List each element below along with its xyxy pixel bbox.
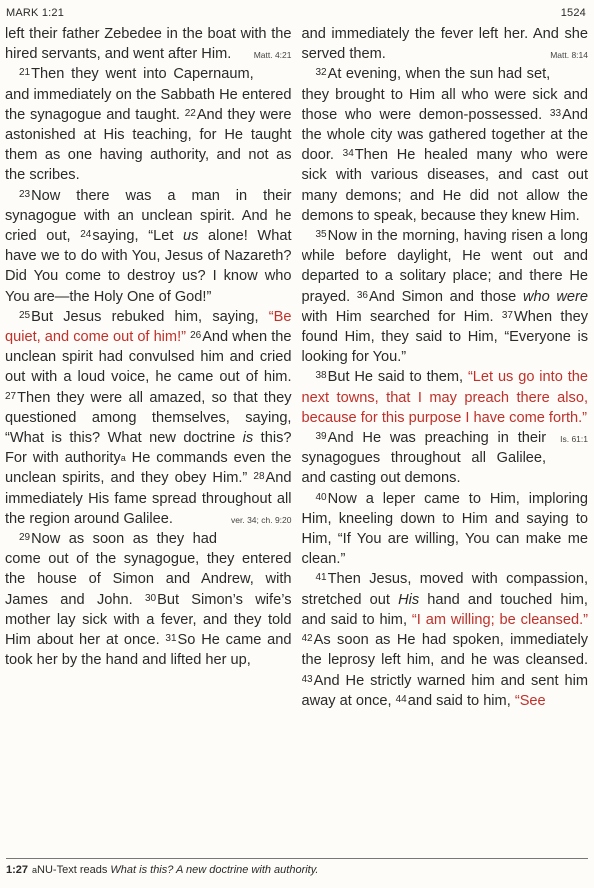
footnote-marker: a <box>32 865 38 875</box>
verse-number: 21 <box>19 67 31 79</box>
running-head <box>6 7 586 23</box>
verse-text: And they were astonished at His teaching, for He taught them as one having authority, and not as the scribes. <box>5 106 292 184</box>
paragraph <box>5 529 292 670</box>
verse-number: 26 <box>190 330 202 342</box>
verse-text: Then He healed many who were sick with various diseases, and cast out many demons; and He did not allow the demons to speak, because they knew Him. <box>301 147 588 224</box>
verse-number: 44 <box>395 693 407 705</box>
verse-number: 36 <box>356 289 368 301</box>
verse-text: left their father Zebedee in the boat with the hired servants, and went after Him. <box>5 26 292 63</box>
verse-text: But He said to them, <box>327 369 468 386</box>
verse-text: Now as soon as they had come out of the synagogue, they entered the house of Simon and Andrew, with James and John. <box>5 531 292 608</box>
verse-number: 33 <box>549 107 562 119</box>
footnote-reference: 1:27 <box>6 864 29 876</box>
verse-text: And the whole city was gathered together at the door. <box>301 106 588 164</box>
italic-word: is <box>242 430 254 447</box>
verse-text: saying, “Let <box>92 228 183 245</box>
verse-number: 41 <box>315 572 327 584</box>
verse-number: 25 <box>19 309 31 321</box>
verse-text: So He came and took her by the hand and lifted her up, <box>5 632 292 669</box>
italic-word: who were <box>522 288 588 305</box>
paragraph <box>302 489 589 570</box>
paragraph <box>5 186 292 307</box>
verse-text: And Simon and those <box>368 288 523 305</box>
words-of-christ: “See <box>514 692 546 709</box>
verse-text: And He was preaching in their synagogues throughout all Galilee, and casting out demons. <box>301 430 547 487</box>
verse-number: 28 <box>253 471 265 483</box>
verse-number: 37 <box>501 309 513 321</box>
verse-number: 42 <box>301 633 313 645</box>
footnote <box>6 862 588 878</box>
italic-word: His <box>398 591 420 608</box>
footnote-text: NU-Text reads <box>37 864 111 876</box>
right-column <box>302 24 589 858</box>
verse-text: But Jesus rebuked him, saying, <box>31 308 269 325</box>
words-of-christ: “I am willing; be cleansed.” <box>411 611 588 628</box>
paragraph <box>302 569 589 710</box>
paragraph <box>5 307 292 529</box>
verse-text: And when the unclean spirit had convulsed him and cried out with a loud voice, he came out of him. <box>5 329 292 386</box>
chapter-reference: MARK 1:21 <box>6 7 65 19</box>
verse-text: And He strictly warned him and sent him away at once, <box>301 672 588 709</box>
cross-reference: Matt. 8:14 <box>550 50 588 61</box>
verse-number: 30 <box>144 592 157 604</box>
footnote-divider <box>6 858 588 859</box>
text-columns <box>5 24 588 858</box>
verse-text: Now a leper came to Him, imploring Him, kneeling down to Him and saying to Him, “If You are willing, You can make me clean.” <box>301 490 588 568</box>
verse-text: and said to him, <box>407 692 515 709</box>
verse-text: At evening, when the sun had set, they brought to Him all who were sick and those who were demon-possessed. <box>301 66 588 123</box>
words-of-christ: “Let us go into the next towns, that I may preach there also, because for this purpose I have come forth.” <box>301 369 588 426</box>
paragraph <box>302 428 589 489</box>
verse-number: 38 <box>315 370 327 382</box>
paragraph <box>5 24 292 64</box>
verse-text: But Simon’s wife’s mother lay sick with a fever, and they told Him about her at once. <box>5 591 292 649</box>
verse-number: 29 <box>19 532 31 544</box>
page-number: 1524 <box>560 7 586 19</box>
paragraph <box>302 64 589 226</box>
verse-number: 39 <box>315 431 327 443</box>
verse-number: 43 <box>301 673 313 685</box>
verse-text: this? For with authority <box>5 430 292 467</box>
footnote-italic-text: What is this? A new doctrine with authority. <box>110 864 319 876</box>
cross-reference: Matt. 4:21 <box>253 50 292 61</box>
paragraph <box>302 226 589 367</box>
verse-text: And immediately His fame spread throughout all the region around Galilee. <box>5 470 292 527</box>
verse-text: Now there was a man in their synagogue with an unclean spirit. And he cried out, <box>5 187 292 245</box>
verse-text: Then they were all amazed, so that they questioned among themselves, saying, “What is this? What new doctrine <box>5 389 292 447</box>
verse-number: 24 <box>80 229 92 241</box>
verse-number: 34 <box>342 148 354 160</box>
verse-text: Then Jesus, moved with compassion, stretched out <box>301 571 588 608</box>
verse-text: When they found Him, they said to Him, “Everyone is looking for You.” <box>301 308 588 366</box>
verse-text: Now in the morning, having risen a long while before daylight, He went out and departed to a solitary place; and there He prayed. <box>301 228 588 305</box>
verse-number: 27 <box>5 390 17 402</box>
italic-word: us <box>183 228 199 245</box>
cross-reference: Is. 61:1 <box>560 434 588 445</box>
paragraph <box>302 24 589 64</box>
verse-number: 40 <box>315 491 327 503</box>
verse-text: with Him searched for Him. <box>301 308 502 325</box>
verse-text: hand and touched him, and said to him, <box>301 591 588 628</box>
footnote-marker[interactable]: a <box>120 453 126 464</box>
verse-text: alone! What have we to do with You, Jesus of Nazareth? Did You come to destroy us? I know who You are—the Holy One of God!” <box>5 228 292 305</box>
verse-text: He commands even the unclean spirits, and they obey Him.” <box>5 450 292 487</box>
verse-number: 22 <box>184 107 196 119</box>
verse-number: 32 <box>315 67 327 79</box>
verse-text: As soon as He had spoken, immediately the leprosy left him, and he was cleansed. <box>301 632 588 669</box>
verse-number: 23 <box>19 188 31 200</box>
cross-reference: ver. 34; ch. 9:20 <box>231 514 292 525</box>
verse-number: 35 <box>315 229 327 241</box>
paragraph <box>5 64 292 185</box>
verse-text: and immediately the fever left her. And she served them. <box>301 26 588 63</box>
words-of-christ: “Be quiet, and come out of him!” <box>5 308 292 346</box>
left-column <box>5 24 292 858</box>
verse-number: 31 <box>165 633 177 645</box>
verse-text: Then they went into Capernaum, and immediately on the Sabbath He entered the synagogue and taught. <box>5 66 292 123</box>
